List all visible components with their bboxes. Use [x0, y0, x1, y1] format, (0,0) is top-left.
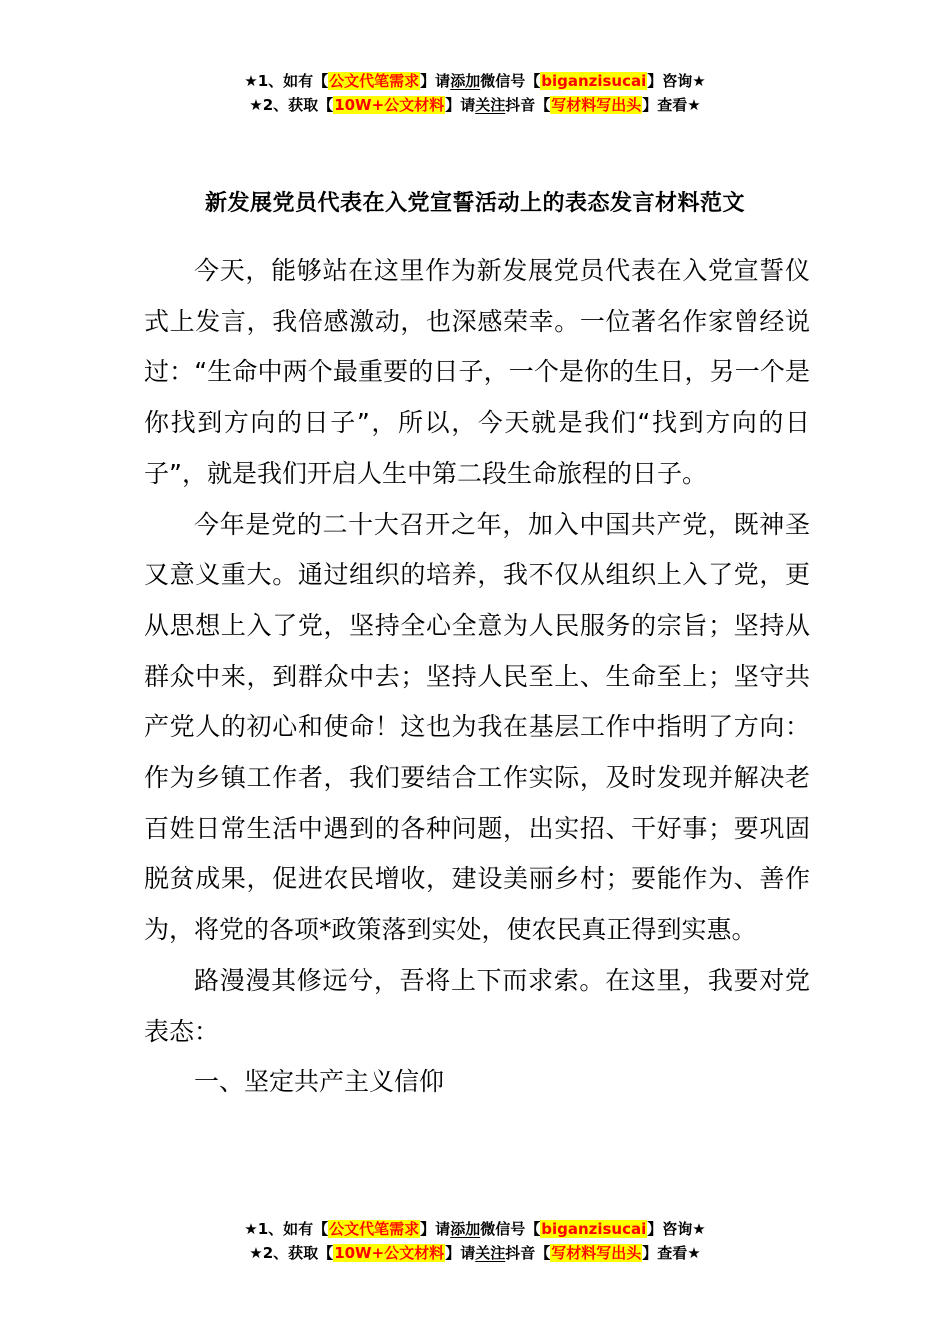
- promo-line-1: ★1、如有【公文代笔需求】请添加微信号【biganzisucai】咨询★: [244, 72, 706, 90]
- document-body: [144, 246, 810, 1108]
- promo-highlight: 公文代笔需求: [329, 1220, 420, 1238]
- promo-highlight: biganzisucai: [541, 1220, 647, 1238]
- promo-line-2: ★2、获取【10W+公文材料】请关注抖音【写材料写出头】查看★: [249, 1244, 701, 1262]
- body-paragraph: 路漫漫其修远兮，吾将上下而求索。在这里，我要对党表态：: [144, 965, 810, 1046]
- promo-underlined: 添加: [450, 1220, 481, 1238]
- promo-highlight: biganzisucai: [541, 72, 647, 90]
- document-title: 新发展党员代表在入党宣誓活动上的表态发言材料范文: [204, 191, 745, 216]
- promo-highlight: 写材料写出头: [551, 96, 642, 114]
- header-promo-banner: [0, 69, 950, 117]
- promo-highlight: 写材料写出头: [551, 1244, 642, 1262]
- promo-underlined: 关注: [475, 1244, 506, 1262]
- promo-underlined: 添加: [450, 72, 481, 90]
- body-paragraph: 今年是党的二十大召开之年，加入中国共产党，既神圣又意义重大。通过组织的培养，我不仅从组织上入了党，更从思想上入了党，坚持全心全意为人民服务的宗旨；坚持从群众中来，到群众中去；坚持人民至上、生命至上；坚守共产党人的初心和使命！这也为我在基层工作中指明了方向：作为乡镇工作者，我们要结合工作实际，及时发现并解决老百姓日常生活中遇到的各种问题，出实招、干好事；要巩固脱贫成果，促进农民增收，建设美丽乡村；要能作为、善作为，将党的各项*政策落到实处，使农民真正得到实惠。: [144, 509, 810, 945]
- promo-line-2: ★2、获取【10W+公文材料】请关注抖音【写材料写出头】查看★: [249, 96, 701, 114]
- promo-highlight: 公文代笔需求: [329, 72, 420, 90]
- promo-highlight: 10W+公文材料: [334, 96, 445, 114]
- promo-line-1: ★1、如有【公文代笔需求】请添加微信号【biganzisucai】咨询★: [244, 1220, 706, 1238]
- promo-underlined: 关注: [475, 96, 506, 114]
- footer-promo-banner: [0, 1217, 950, 1265]
- section-heading: 一、坚定共产主义信仰: [194, 1067, 445, 1097]
- promo-highlight: 10W+公文材料: [334, 1244, 445, 1262]
- body-paragraph: 今天，能够站在这里作为新发展党员代表在入党宣誓仪式上发言，我倍感激动，也深感荣幸。一位著名作家曾经说过：“生命中两个最重要的日子，一个是你的生日，另一个是你找到方向的日子”，所以，今天就是我们“找到方向的日子”，就是我们开启人生中第二段生命旅程的日子。: [144, 256, 810, 488]
